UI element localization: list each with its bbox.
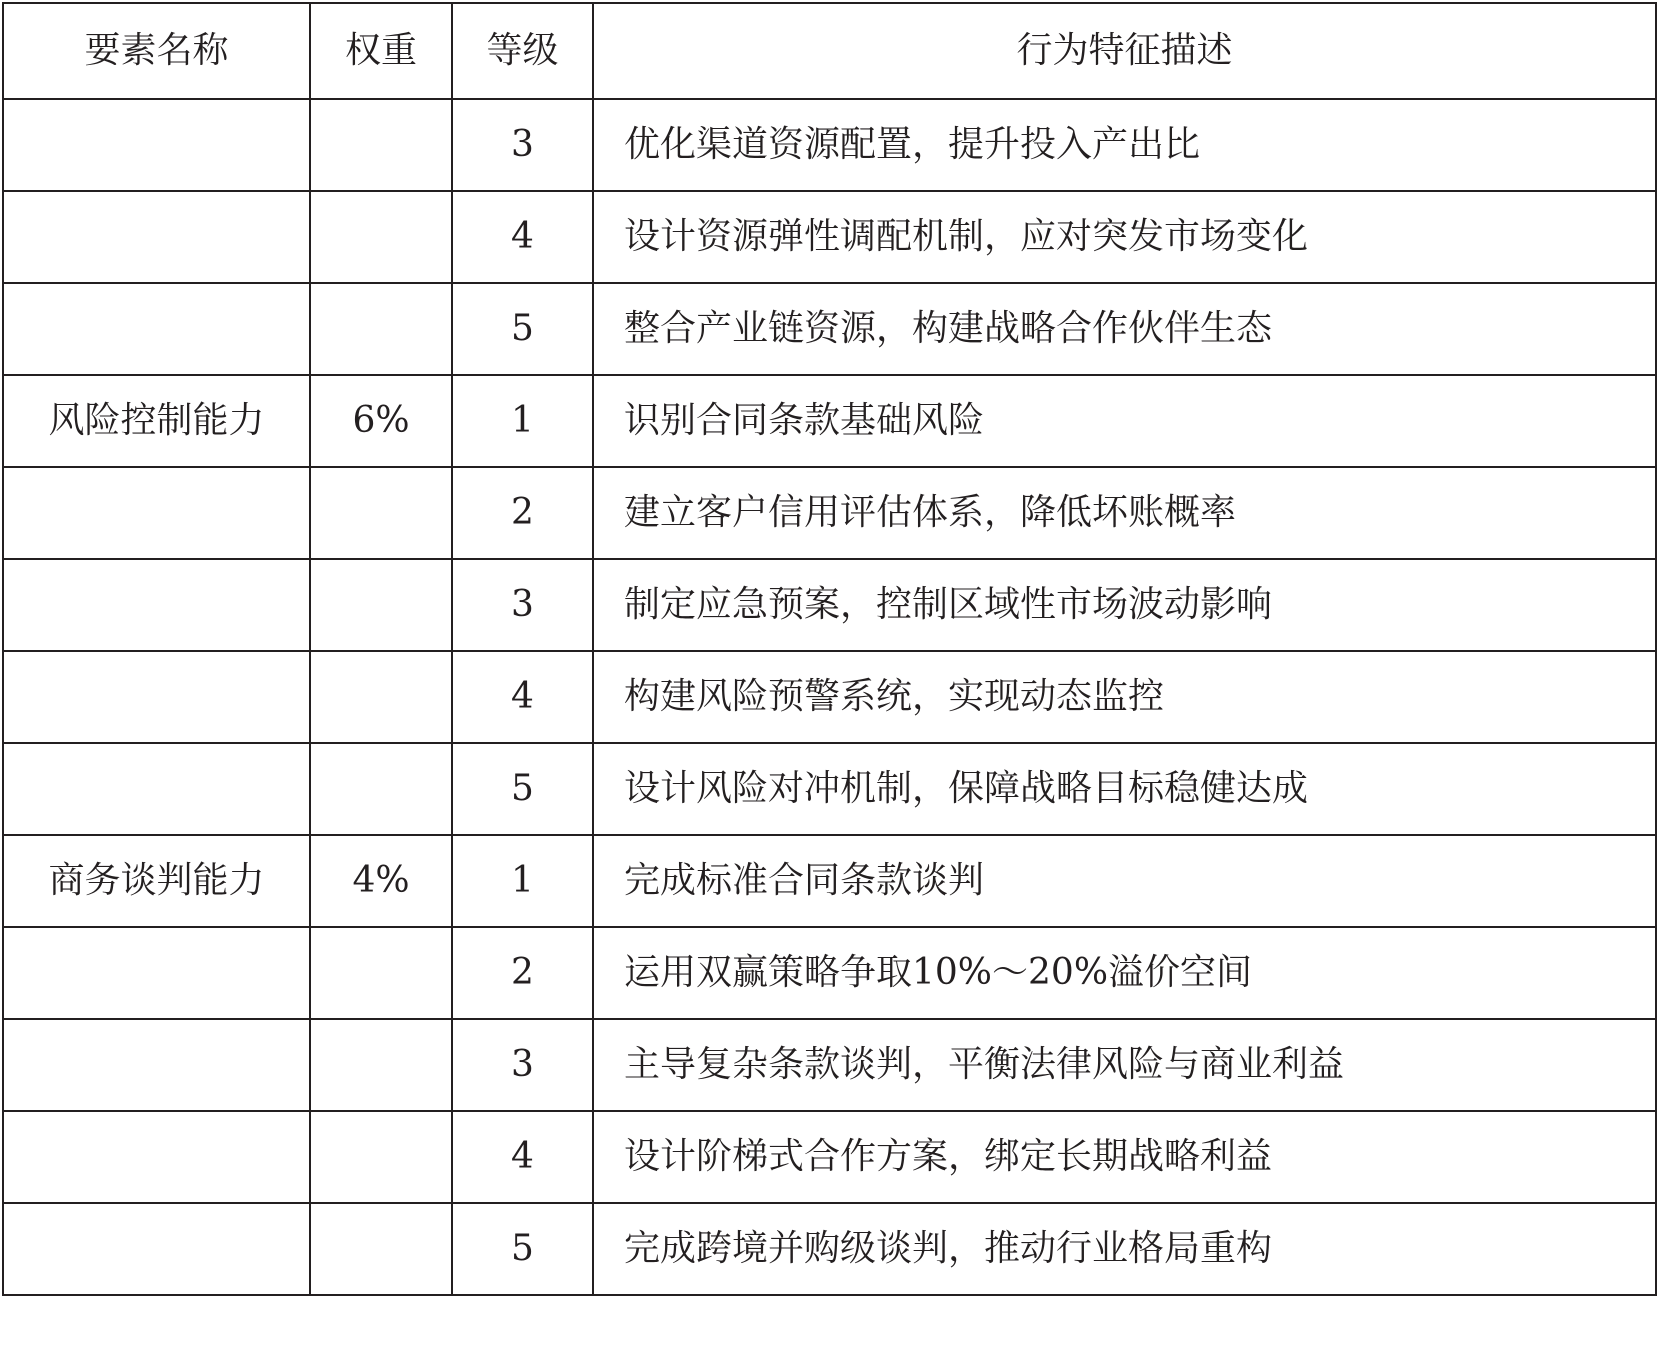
element-name-cell [3, 1111, 310, 1203]
weight-cell [310, 99, 452, 191]
description-cell: 运用双赢策略争取10%～20%溢价空间 [593, 927, 1656, 1019]
table-row [3, 651, 1656, 743]
header-row [3, 3, 1656, 99]
description-cell: 完成跨境并购级谈判，推动行业格局重构 [593, 1203, 1656, 1295]
description-cell: 识别合同条款基础风险 [593, 375, 1656, 467]
header-element-name: 要素名称 [3, 3, 310, 99]
element-name-cell [3, 1203, 310, 1295]
level-cell: 1 [452, 835, 593, 927]
element-name-cell [3, 743, 310, 835]
weight-cell [310, 467, 452, 559]
header-level: 等级 [452, 3, 593, 99]
table-row [3, 743, 1656, 835]
description-cell: 设计资源弹性调配机制，应对突发市场变化 [593, 191, 1656, 283]
element-name-cell [3, 191, 310, 283]
level-cell: 2 [452, 467, 593, 559]
description-cell: 制定应急预案，控制区域性市场波动影响 [593, 559, 1656, 651]
element-name-cell [3, 1019, 310, 1111]
weight-cell [310, 651, 452, 743]
table-body [3, 99, 1656, 1295]
level-cell: 5 [452, 1203, 593, 1295]
level-cell: 4 [452, 1111, 593, 1203]
table-row [3, 283, 1656, 375]
element-name-cell [3, 559, 310, 651]
weight-cell [310, 927, 452, 1019]
description-cell: 完成标准合同条款谈判 [593, 835, 1656, 927]
level-cell: 4 [452, 651, 593, 743]
level-cell: 5 [452, 283, 593, 375]
element-name-cell [3, 99, 310, 191]
weight-cell [310, 1203, 452, 1295]
element-name-cell: 风险控制能力 [3, 375, 310, 467]
element-name-cell: 商务谈判能力 [3, 835, 310, 927]
level-cell: 1 [452, 375, 593, 467]
table-row [3, 1019, 1656, 1111]
weight-cell [310, 559, 452, 651]
weight-cell [310, 1111, 452, 1203]
header-weight: 权重 [310, 3, 452, 99]
element-name-cell [3, 283, 310, 375]
table-row [3, 835, 1656, 927]
table-row [3, 1111, 1656, 1203]
weight-cell [310, 1019, 452, 1111]
description-cell: 构建风险预警系统，实现动态监控 [593, 651, 1656, 743]
table-row [3, 191, 1656, 283]
weight-cell: 4% [310, 835, 452, 927]
weight-cell [310, 191, 452, 283]
description-cell: 建立客户信用评估体系，降低坏账概率 [593, 467, 1656, 559]
weight-cell [310, 283, 452, 375]
table-row [3, 467, 1656, 559]
description-cell: 整合产业链资源，构建战略合作伙伴生态 [593, 283, 1656, 375]
table-header [3, 3, 1656, 99]
level-cell: 4 [452, 191, 593, 283]
weight-cell [310, 743, 452, 835]
level-cell: 3 [452, 559, 593, 651]
weight-cell: 6% [310, 375, 452, 467]
table-row [3, 559, 1656, 651]
level-cell: 3 [452, 99, 593, 191]
table-row [3, 927, 1656, 1019]
level-cell: 2 [452, 927, 593, 1019]
table-row [3, 1203, 1656, 1295]
element-name-cell [3, 651, 310, 743]
level-cell: 3 [452, 1019, 593, 1111]
description-cell: 设计风险对冲机制，保障战略目标稳健达成 [593, 743, 1656, 835]
element-name-cell [3, 467, 310, 559]
description-cell: 优化渠道资源配置，提升投入产出比 [593, 99, 1656, 191]
description-cell: 设计阶梯式合作方案，绑定长期战略利益 [593, 1111, 1656, 1203]
table-row [3, 99, 1656, 191]
competency-table [2, 2, 1657, 1296]
element-name-cell [3, 927, 310, 1019]
description-cell: 主导复杂条款谈判，平衡法律风险与商业利益 [593, 1019, 1656, 1111]
level-cell: 5 [452, 743, 593, 835]
header-behavior-description: 行为特征描述 [593, 3, 1656, 99]
table-row [3, 375, 1656, 467]
